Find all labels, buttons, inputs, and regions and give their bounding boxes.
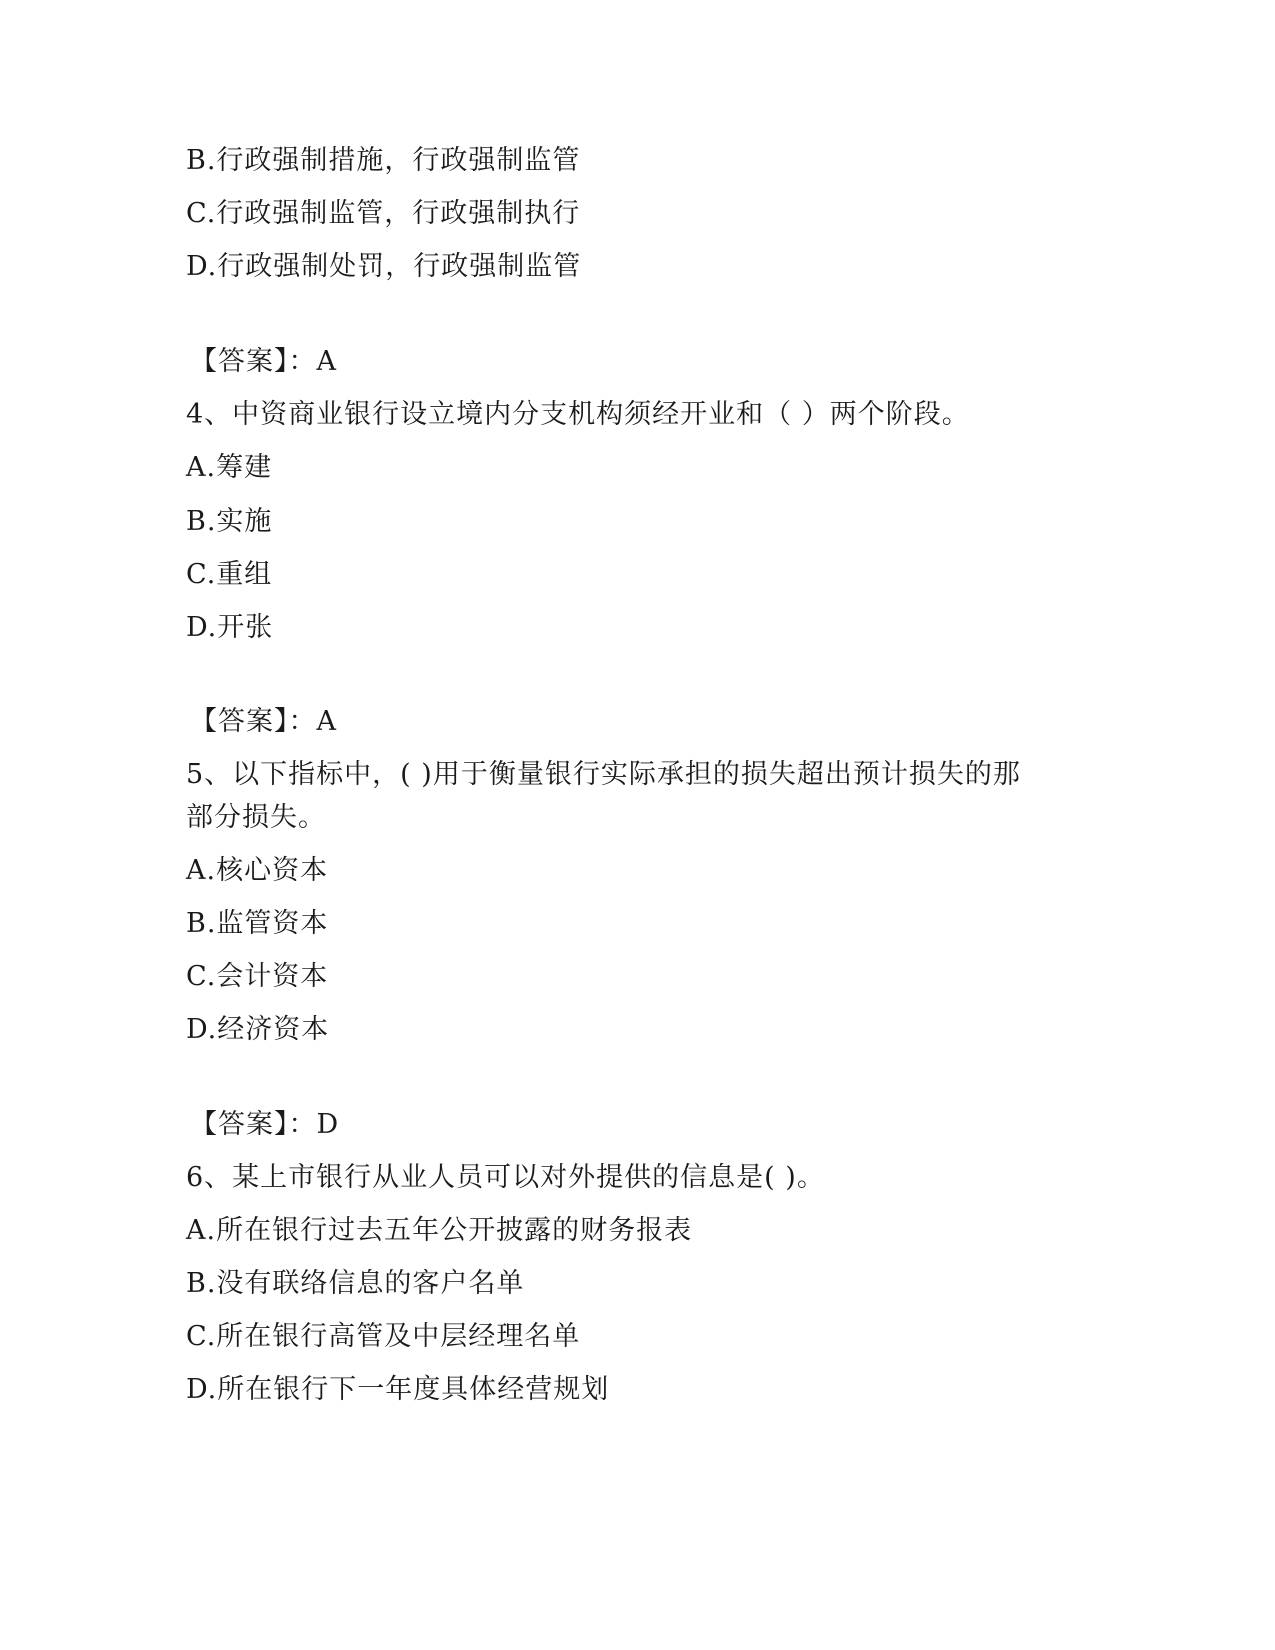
q6-option-a: A.所在银行过去五年公开披露的财务报表 bbox=[186, 1215, 693, 1246]
q4-option-b: B.实施 bbox=[186, 506, 273, 537]
q5-option-b: B.监管资本 bbox=[186, 908, 329, 939]
q6-option-b: B.没有联络信息的客户名单 bbox=[186, 1268, 525, 1299]
q4-option-c: C.重组 bbox=[186, 559, 273, 590]
q4-answer: 【答案】：A bbox=[190, 706, 337, 737]
q5-option-d: D.经济资本 bbox=[186, 1014, 330, 1045]
q3-option-c: C.行政强制监管，行政强制执行 bbox=[186, 198, 581, 229]
q3-answer: 【答案】：A bbox=[190, 346, 337, 377]
q6-option-d: D.所在银行下一年度具体经营规划 bbox=[186, 1374, 610, 1405]
q5-question-line1: 5、以下指标中，( )用于衡量银行实际承担的损失超出预计损失的那 bbox=[186, 759, 1021, 790]
q5-answer: 【答案】：D bbox=[190, 1109, 340, 1140]
q4-question: 4、中资商业银行设立境内分支机构须经开业和（ ）两个阶段。 bbox=[186, 399, 970, 430]
q5-option-a: A.核心资本 bbox=[186, 855, 329, 886]
q5-option-c: C.会计资本 bbox=[186, 961, 329, 992]
q4-option-a: A.筹建 bbox=[186, 452, 273, 483]
q3-option-b: B.行政强制措施，行政强制监管 bbox=[186, 145, 581, 176]
q6-question: 6、某上市银行从业人员可以对外提供的信息是( )。 bbox=[186, 1162, 825, 1193]
q6-option-c: C.所在银行高管及中层经理名单 bbox=[186, 1321, 581, 1352]
q4-option-d: D.开张 bbox=[186, 612, 274, 643]
q3-option-d: D.行政强制处罚，行政强制监管 bbox=[186, 251, 582, 282]
q5-question-line2: 部分损失。 bbox=[186, 802, 326, 833]
